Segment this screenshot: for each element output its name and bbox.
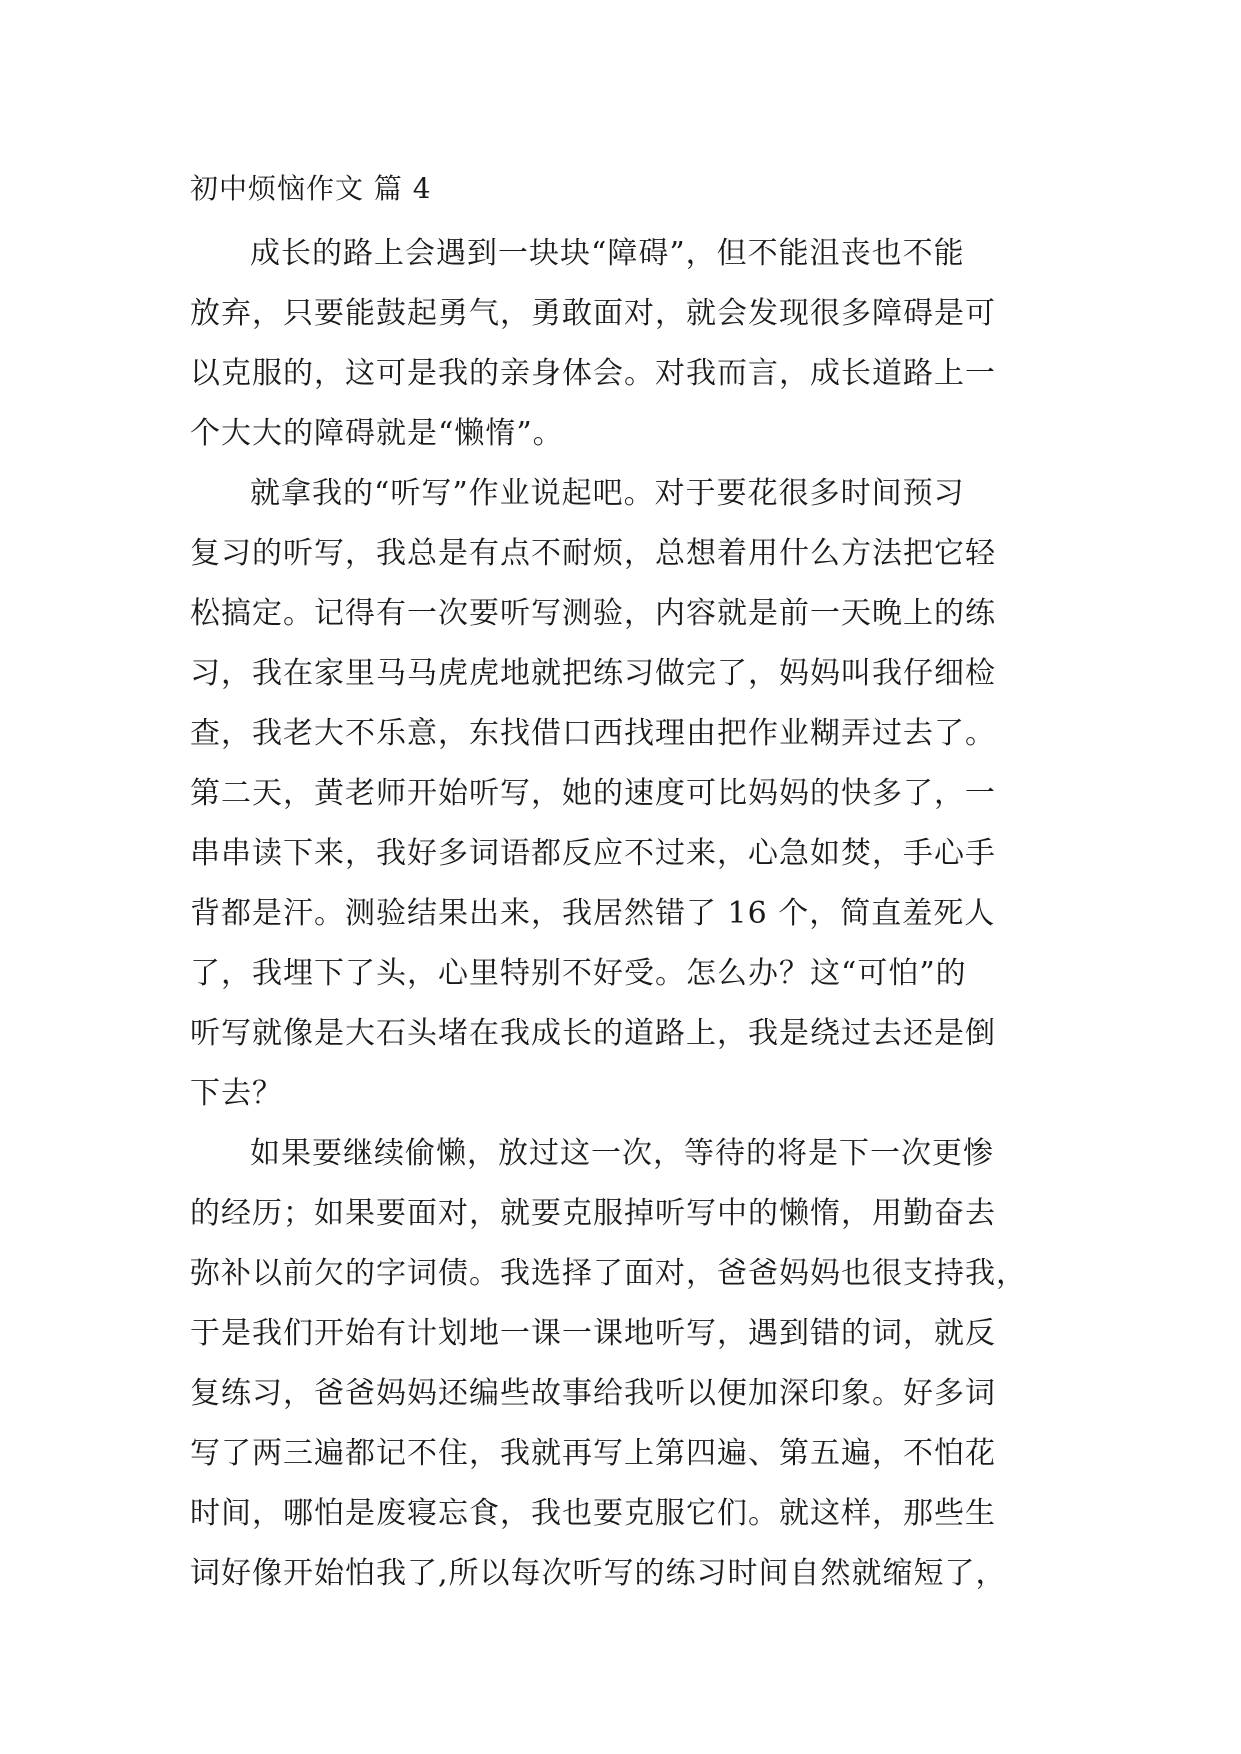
- document-title: 初中烦恼作文 篇 4: [190, 172, 432, 205]
- paragraph-2: 就拿我的“听写”作业说起吧。对于要花很多时间预习 复习的听写，我总是有点不耐烦，总想着用什么方法把它轻 松搞定。记得有一次要听写测验，内容就是前一天晚上的练 习，我在家里马马虎虎地就把练习做完了，妈妈叫我仔细检 查，我老大不乐意，东找借口西找理由把作业糊弄过去了。 第二天，黄老师开始听写，她的速度可比妈妈的快多了，一 串串读下来，我好多词语都反应不过来，心急如焚，手心手 背都是汗。测验结果出来，我居然错了 16 个，简直羞死人 了，我埋下了头，心里特别不好受。怎么办？这“可怕”的 听写就像是大石头堵在我成长的道路上，我是绕过去还是倒 下去？: [190, 476, 996, 1111]
- paragraph-3: 如果要继续偷懒，放过这一次，等待的将是下一次更惨 的经历；如果要面对，就要克服掉听写中的懒惰，用勤奋去 弥补以前欠的字词债。我选择了面对，爸爸妈妈也很支持我， 于是我们开始有计划地一课一课地听写，遇到错的词，就反 复练习，爸爸妈妈还编些故事给我听以便加深印象。好多词 写了两三遍都记不住，我就再写上第四遍、第五遍，不怕花 时间，哪怕是废寝忘食，我也要克服它们。就这样，那些生 词好像开始怕我了,所以每次听写的练习时间自然就缩短了，: [190, 1136, 1027, 1591]
- document-body: [190, 160, 1060, 1604]
- paragraph-1: 成长的路上会遇到一块块“障碍”，但不能沮丧也不能 放弃，只要能鼓起勇气，勇敢面对，就会发现很多障碍是可 以克服的，这可是我的亲身体会。对我而言，成长道路上一 个大大的障碍就是“懒惰”。: [190, 236, 996, 451]
